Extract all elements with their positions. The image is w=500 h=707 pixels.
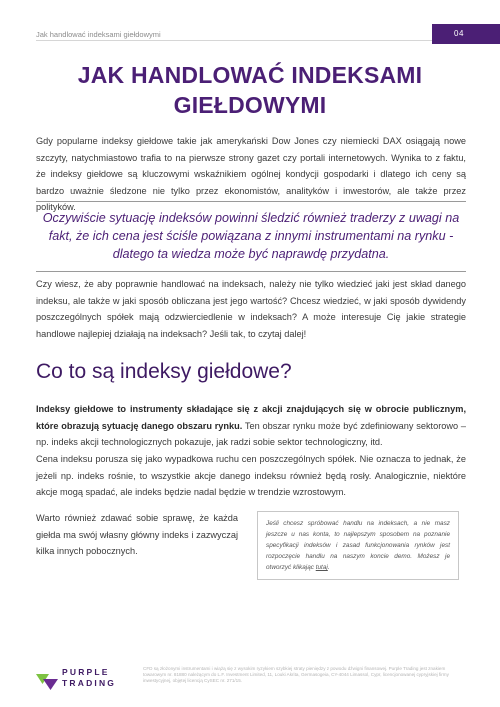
paragraph-5: Warto również zdawać sobie sprawę, że każda giełda ma swój własny główny indeks i zazwyczaj kilka innych pobocznych.: [36, 513, 238, 556]
logo-line-2: TRADING: [62, 678, 117, 688]
logo-line-1: PURPLE: [62, 667, 110, 677]
page-number-tab: [432, 24, 500, 44]
paragraph-2: Czy wiesz, że aby poprawnie handlować na indeksach, należy nie tylko wiedzieć jaki jest skład danego indeksu, ale także w jaki sposób obliczana jest jego wartość? Chcesz wiedzieć, w jaki sposób dywidendy poszczególnych spółek mają odzwierciedlenie w indeksach? A może interesuje Cię jakie strategie handlowe najlepiej działają na indeksach? Jeśli tak, to czytaj dalej!: [36, 279, 466, 339]
header-divider: [36, 40, 432, 41]
paragraph-3-text: Ten obszar rynku może być zdefiniowany sektorowo – np. indeks akcji technologicznych pokazuje, jak radzi sobie sektor technologiczny, itd.: [36, 420, 466, 447]
note-link[interactable]: tutaj: [315, 564, 328, 571]
risk-disclaimer: CFD są złożonymi instrumentami i wiążą się z wysokim ryzykiem szybkiej straty pieniędzy z powodu dźwigni finansowej. Purple Trading jest znakiem towarowym nr. 81880 należącym do L.F. Investment Limited, 11, Louki Akrita, Germasogeia, CY-4044 Limassol, Cypr, licencjonowanej cypryjskiej firmy inwestycyjnej, objętej licencją CySEC nr. 271/15.: [143, 666, 449, 684]
intro-paragraph: Gdy popularne indeksy giełdowe takie jak amerykański Dow Jones czy niemiecki DAX osiągają nowe szczyty, natychmiastowo trafia to na pierwsze strony gazet czy portali internetowych. Wynika to z faktu, że indeksy giełdowe są kluczowymi wskaźnikiem ogólnej kondycji gospodarki i dlatego ich ceny są bardzo uważnie śledzone nie tylko przez ekonomistów, analityków i inwestorów, ale także przez polityków.: [36, 136, 466, 212]
note-text: Jeśli chcesz spróbować handlu na indeksach, a nie masz jeszcze u nas konta, to najlepszym sposobem na poznanie specyfikacji indeksów i zasad funkcjonowania rynków jest rozpoczęcie handlu na naszym koncie demo. Możesz je otworzyć klikając: [266, 520, 450, 571]
paragraph-3-bold: Indeksy giełdowe to instrumenty składające się z akcji znajdujących się w obrocie publicznym, które obrazują sytuację danego obszaru rynku.: [36, 404, 466, 431]
page-title-line-1: JAK HANDLOWAĆ INDEKSAMI: [77, 62, 423, 88]
purple-trading-logo-icon: [36, 672, 58, 695]
logo-wordmark: [62, 667, 116, 689]
paragraph-4: Cena indeksu porusza się jako wypadkowa ruchu cen poszczególnych spółek. Nie oznacza to jednak, że jeżeli np. indeks rośnie, to wszystkie akcje danego indeksu również będą rosły. Analogicznie, niektóre akcje mogą spadać, ale indeks będzie nadal będzie w trendzie wzrostowym.: [36, 454, 466, 497]
page-title: [40, 60, 460, 120]
paragraph-3: [36, 401, 466, 451]
section-heading: Co to są indeksy giełdowe?: [36, 360, 292, 383]
page-header: [0, 0, 500, 44]
pull-quote: Oczywiście sytuację indeksów powinni śledzić również traderzy z uwagi na fakt, że ich cena jest ściśle powiązana z innymi instrumentami na rynku - dlatego ta wiedza może być naprawdę przydatna.: [36, 201, 466, 272]
page-number: 04: [454, 29, 464, 38]
note-end: .: [327, 564, 330, 571]
header-title: Jak handlować indeksami giełdowymi: [36, 30, 161, 39]
page-title-line-2: GIEŁDOWYMI: [173, 92, 327, 118]
demo-account-note: [257, 511, 459, 580]
